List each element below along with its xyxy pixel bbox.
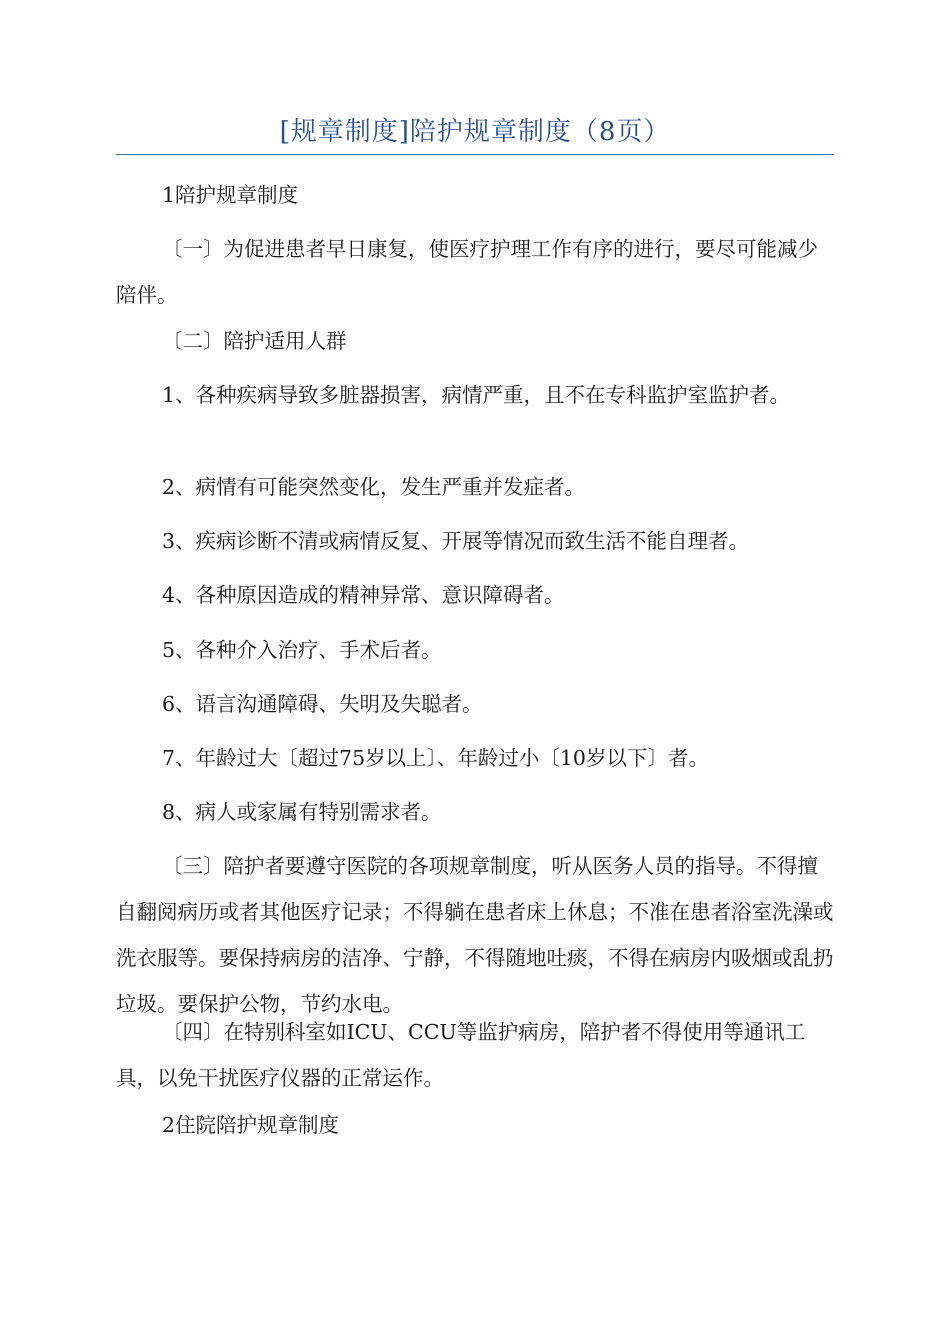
document-title: [规章制度]陪护规章制度（8页） [279,117,671,147]
list-item-4: 4、各种原因造成的精神异常、意识障碍者。 [162,583,565,607]
paragraph-reduce-accompany: 〔一〕为促进患者早日康复，使医疗护理工作有序的进行，要尽可能减少陪伴。 [116,237,818,307]
title-underline [116,154,834,155]
list-item-6: 6、语言沟通障碍、失明及失聪者。 [162,692,483,716]
paragraph-rules-compliance: 〔三〕陪护者要遵守医院的各项规章制度，听从医务人员的指导。不得擅自翻阅病历或者其他医疗记录；不得躺在患者床上休息；不准在患者浴室洗澡或洗衣服等。要保持病房的洁净、宁静，不得随地吐痰，不得在病房内吸烟或乱扔垃圾。要保护公物，节约水电。 [116,854,834,1016]
list-item-5: 5、各种介入治疗、手术后者。 [162,638,442,662]
list-item-7: 7、年龄过大〔超过75岁以上〕、年龄过小〔10岁以下〕者。 [162,746,709,770]
list-item-1: 1、各种疾病导致多脏器损害，病情严重，且不在专科监护室监护者。 [162,383,791,407]
list-item-2: 2、病情有可能突然变化，发生严重并发症者。 [162,475,586,499]
list-item-3: 3、疾病诊断不清或病情反复、开展等情况而致生活不能自理者。 [162,529,750,553]
paragraph-applicable-groups: 〔二〕陪护适用人群 [162,329,347,353]
list-item-8: 8、病人或家属有特别需求者。 [162,800,442,824]
paragraph-icu-ccu: 〔四〕在特别科室如ICU、CCU等监护病房，陪护者不得使用等通讯工具，以免干扰医疗仪器的正常运作。 [116,1020,806,1090]
section-heading-2: 2住院陪护规章制度 [162,1113,340,1137]
section-heading-1: 1陪护规章制度 [162,183,299,207]
